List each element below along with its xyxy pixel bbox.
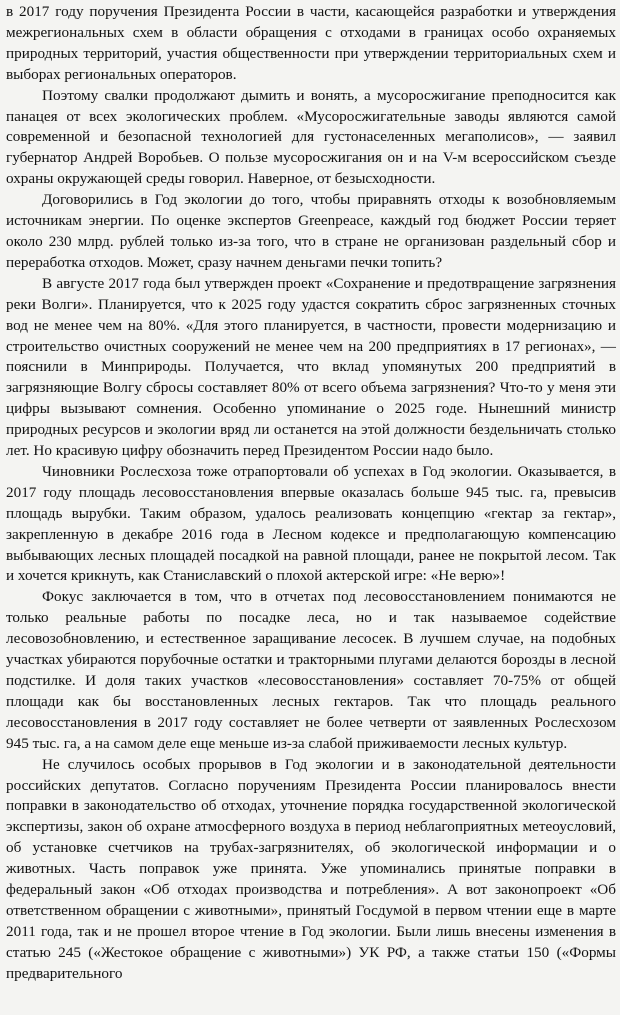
paragraph-5: Чиновники Рослесхоза тоже отрапортовали об успехах в Год экологии. Оказывается, в 2017 году площадь лесовосстановления впервые оказалась больше 945 тыс. га, превысив площадь вырубки. Таким образом, удалось реализовать концепцию «гектар за гектар», закрепленную в декабре 2016 года в Лесном кодексе и предполагающую компенсацию выбывающих лесных площадей посадкой на равной площади, ранее не покрытой лесом. Так и хочется крикнуть, как Станиславский о плохой актерской игре: «Не верю»! xyxy=(6,462,616,585)
paragraph-7: Не случилось особых прорывов в Год экологии и в законодательной деятельности российских депутатов. Согласно поручениям Президента России планировалось внести поправки в законодательство об отходах, уточнение порядка государственной экологической экспертизы, закон об охране атмосферного воздуха в период неблагоприятных метеоусловий, об установке счетчиков на трубах-загрязнителях, об экологической информации и о животных. Часть поправок уже принята. Уже упоминались принятые поправки в федеральный закон «Об отходах производства и потребления». А вот законопроект «Об ответственном обращении с животными», принятый Госдумой в первом чтении еще в марте 2011 года, так и не прошел второе чтение в Год экологии. Были лишь внесены изменения в статью 245 («Жестокое обращение с животными») УК РФ, а также статьи 150 («Формы предварительного xyxy=(6,755,616,982)
paragraph-6: Фокус заключается в том, что в отчетах под лесовосстановлением понимаются не только реальные работы по посадке леса, но и так называемое содействие лесовозобновлению, и естественное заращивание лесосек. В лучшем случае, на подобных участках убираются порубочные остатки и тракторными плугами делаются борозды в лесной подстилке. И доля таких участков «лесовосстановления» составляет 70-75% от общей площади как бы восстановленных лесных гектаров. Так что площадь реального лесовосстановления в 2017 году составляет не более четверти от заявленных Рослесхозом 945 тыс. га, а на самом деле еще меньше из-за слабой приживаемости лесных культур. xyxy=(6,588,616,752)
paragraph-4: В августе 2017 года был утвержден проект «Сохранение и предотвращение загрязнения реки Волги». Планируется, что к 2025 году удастся сократить сброс загрязненных сточных вод не менее чем на 80%. «Для этого планируется, в частности, провести модернизацию и строительство очистных сооружений не менее чем на 200 предприятиях в 17 регионах», — пояснили в Минприроды. Получается, что вклад упомянутых 200 предприятий в загрязняющие Волгу сбросы составляет 80% от всего объема загрязнения? Что-то у меня эти цифры вызывают сомнения. Особенно упоминание о 2025 годе. Нынешний министр природных ресурсов и экологии вряд ли останется на этой должности бездельничать столько лет. Но красивую цифру обозначить перед Президентом России надо было. xyxy=(6,274,616,460)
paragraph-3: Договорились в Год экологии до того, чтобы приравнять отходы к возобновляемым источникам энергии. По оценке экспертов Greenpeace, каждый год бюджет России теряет около 230 млрд. рублей только из-за того, что в стране не организован раздельный сбор и переработка отходов. Может, сразу начнем деньгами печки топить? xyxy=(6,191,616,271)
paragraph-1: в 2017 году поручения Президента России в части, касающейся разработки и утверждения межрегиональных схем в области обращения с отходами в границах особо охраняемых природных территорий, участия общественности при утверждении территориальных схем и выборах региональных операторов. xyxy=(6,3,616,83)
paragraph-2: Поэтому свалки продолжают дымить и вонять, а мусоросжигание преподносится как панацея от всех экологических проблем. «Мусоросжигательные заводы являются самой современной и безопасной технологией для густонаселенных мегаполисов», — заявил губернатор Андрей Воробьев. О пользе мусоросжигания он и на V-м всероссийском съезде охраны окружающей среды говорил. Наверное, от безысходности. xyxy=(6,86,616,188)
